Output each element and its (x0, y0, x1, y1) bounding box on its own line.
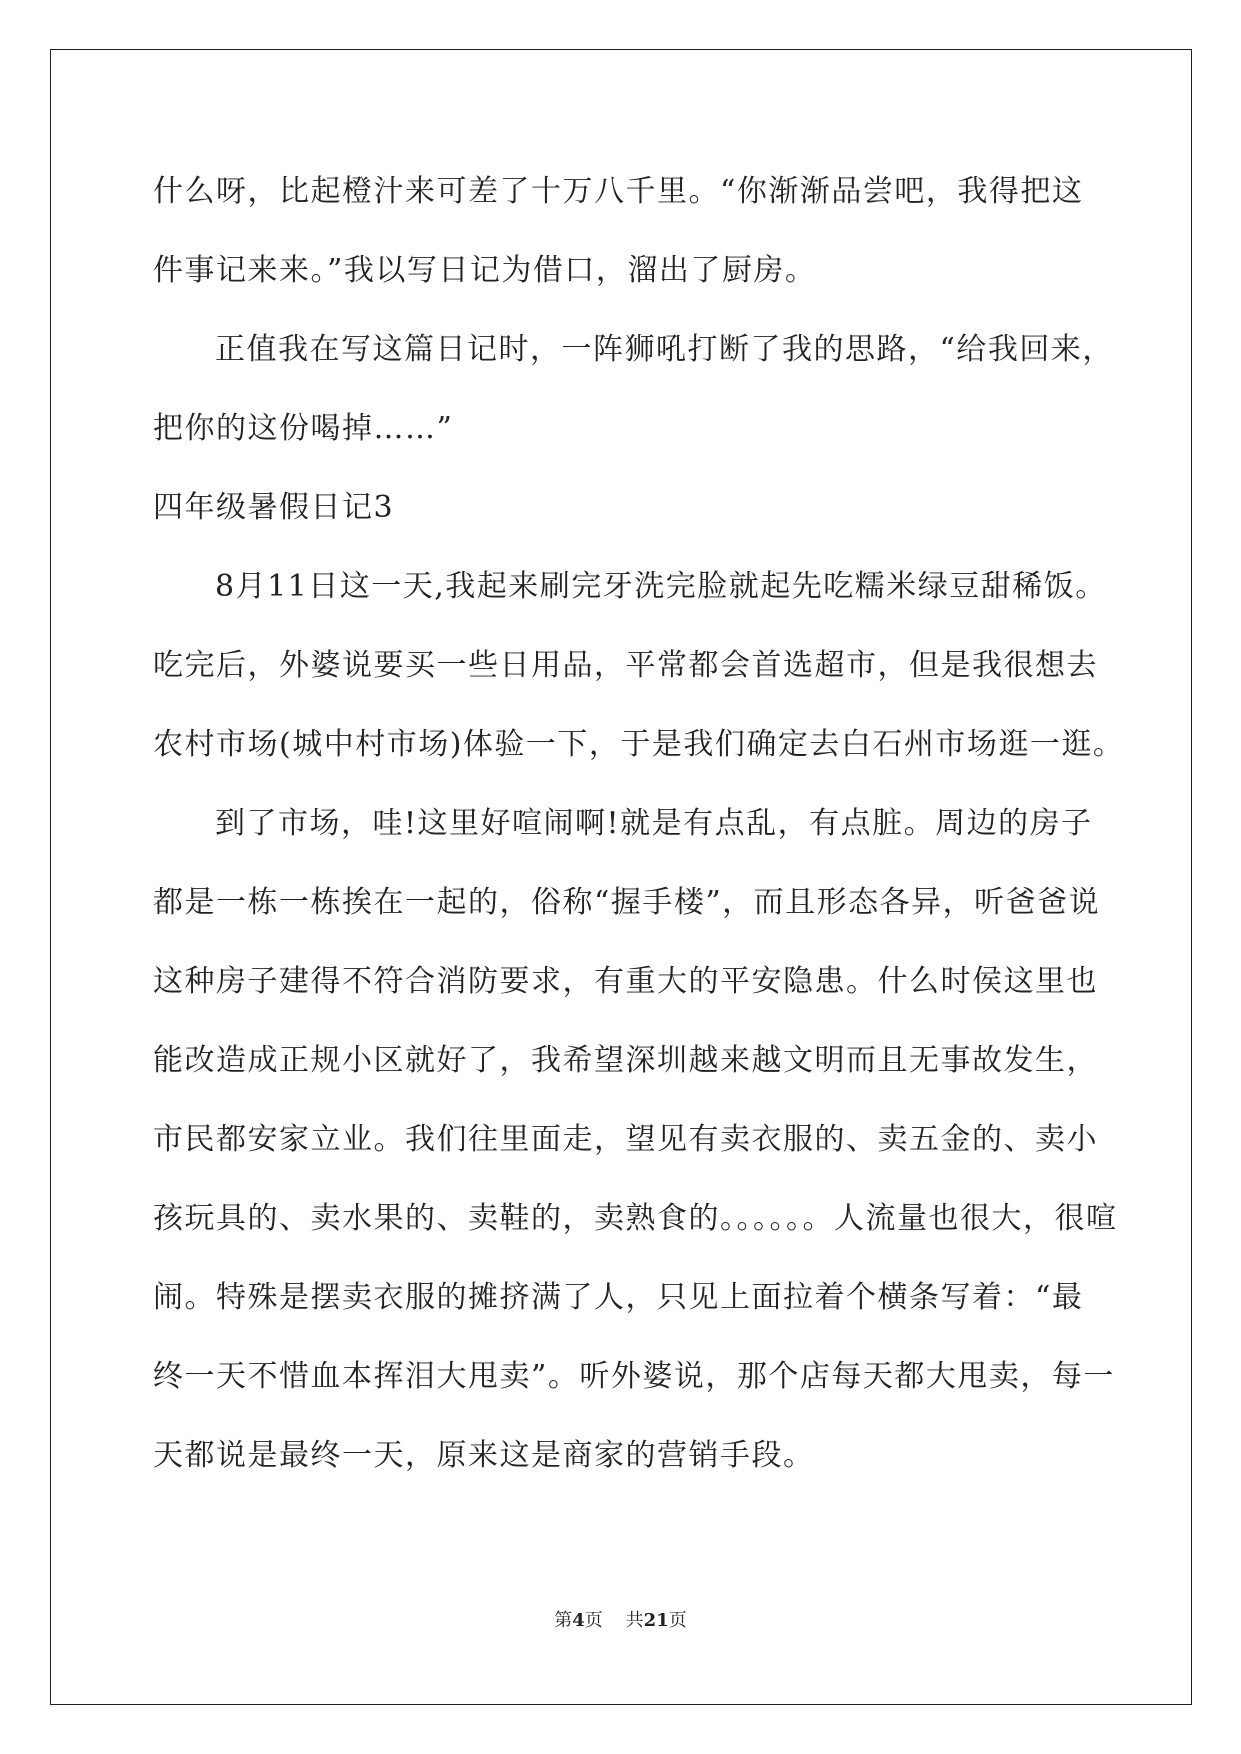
text-line: 终一天不惜血本挥泪大甩卖”。听外婆说，那个店每天都大甩卖，每一 (153, 1359, 1115, 1394)
text-line: 能改造成正规小区就好了，我希望深圳越来越文明而且无事故发生， (153, 1043, 1098, 1078)
page-footer (0, 1606, 1241, 1632)
paragraph-first-line: 8月11日这一天,我起来刷完牙洗完脸就起先吃糯米绿豆甜稀饭。 (215, 569, 1107, 604)
text-line: 孩玩具的、卖水果的、卖鞋的，卖熟食的。。。。。。人流量也很大，很喧 (153, 1201, 1118, 1236)
paragraph-first-line: 正值我在写这篇日记时，一阵狮吼打断了我的思路，“给我回来， (215, 332, 1114, 367)
page-suffix: 页 (668, 1610, 687, 1631)
page-mid: 页 共 (584, 1610, 644, 1631)
text-line: 闹。特殊是摆卖衣服的摊挤满了人，只见上面拉着个横条写着：“最 (153, 1280, 1084, 1315)
page-current: 4 (572, 1610, 585, 1631)
paragraph-first-line: 到了市场，哇!这里好喧闹啊!就是有点乱，有点脏。周边的房子 (215, 806, 1093, 841)
text-line: 这种房子建得不符合消防要求，有重大的平安隐患。什么时侯这里也 (153, 964, 1098, 999)
text-line: 天都说是最终一天，原来这是商家的营销手段。 (153, 1438, 815, 1473)
page-prefix: 第 (554, 1610, 573, 1631)
text-line: 农村市场(城中村市场)体验一下，于是我们确定去白石州市场逛一逛。 (153, 727, 1125, 762)
text-line: 市民都安家立业。我们往里面走，望见有卖衣服的、卖五金的、卖小 (153, 1122, 1098, 1157)
text-line: 什么呀，比起橙汁来可差了十万八千里。“你渐渐品尝吧，我得把这 (153, 174, 1084, 209)
text-line: 都是一栋一栋挨在一起的，俗称“握手楼”，而且形态各异，听爸爸说 (153, 885, 1101, 920)
document-body (153, 164, 1125, 1507)
section-heading: 四年级暑假日记3 (153, 490, 395, 525)
text-line: 件事记来来。”我以写日记为借口，溜出了厨房。 (153, 253, 817, 288)
text-line: 把你的这份喝掉……” (153, 411, 454, 446)
page-total: 21 (643, 1610, 669, 1631)
text-line: 吃完后，外婆说要买一些日用品，平常都会首选超市，但是我很想去 (153, 648, 1098, 683)
